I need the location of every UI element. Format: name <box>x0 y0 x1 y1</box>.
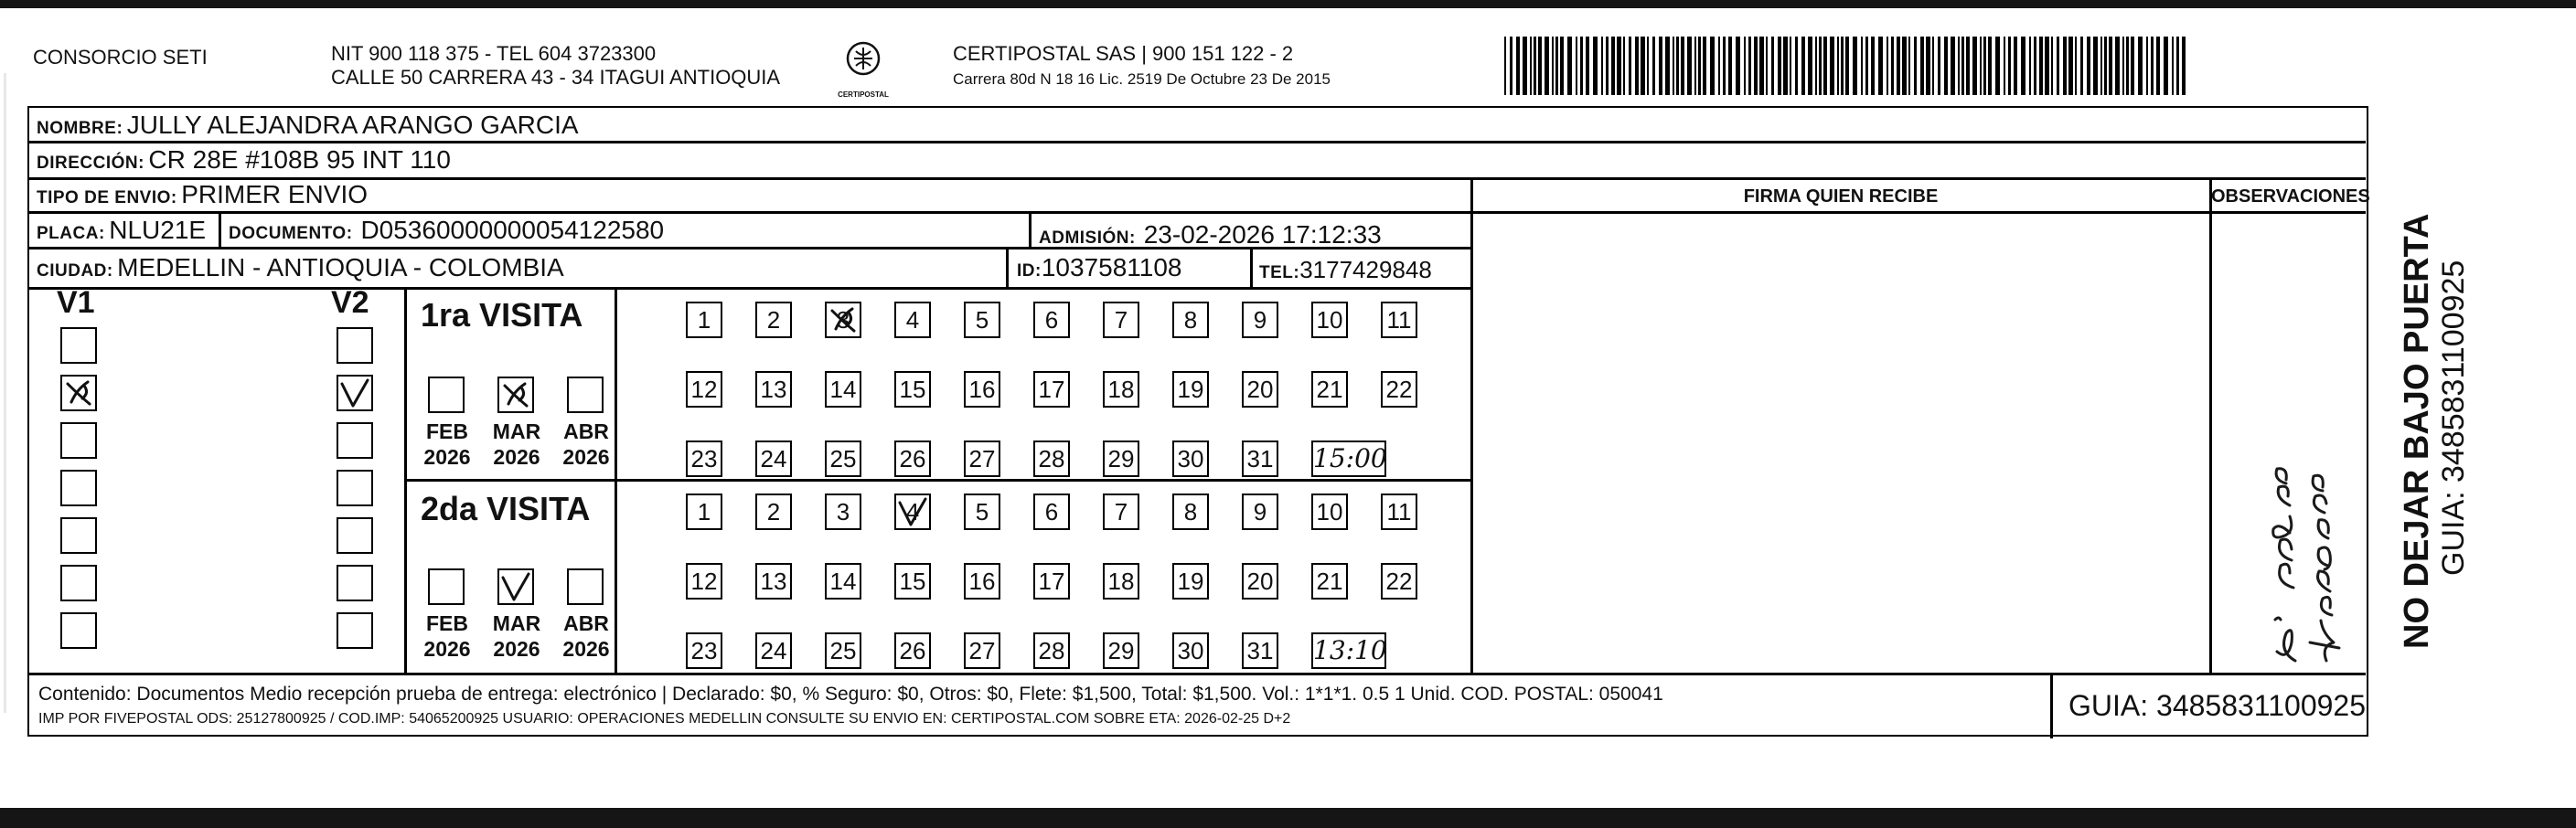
month-text: FEB <box>426 611 468 635</box>
scan-top-border <box>0 0 2576 8</box>
month-label <box>490 610 543 662</box>
day-box[interactable]: 6 <box>1033 302 1070 338</box>
month-checkbox[interactable] <box>428 377 465 413</box>
day-box[interactable]: 8 <box>1172 302 1209 338</box>
day-box[interactable]: 24 <box>755 632 792 669</box>
scan-bottom-border <box>0 808 2576 828</box>
day-box[interactable]: 31 <box>1242 441 1278 477</box>
day-box[interactable]: 12 <box>686 563 722 600</box>
month-text: FEB <box>426 419 468 443</box>
day-box[interactable]: 5 <box>964 302 1000 338</box>
day-box[interactable]: 15 <box>894 371 931 408</box>
day-box[interactable]: 13 <box>755 371 792 408</box>
month-label <box>421 419 474 470</box>
placa-value: NLU21E <box>109 216 207 244</box>
tipo-row <box>37 179 368 215</box>
v2-checkbox[interactable] <box>337 517 373 554</box>
first-visit-title: 1ra VISITA <box>421 296 583 334</box>
month-checkbox[interactable] <box>497 377 534 413</box>
day-box[interactable]: 24 <box>755 441 792 477</box>
day-box[interactable]: 23 <box>686 441 722 477</box>
month-text: 2026 <box>493 445 540 469</box>
footer-divider <box>29 673 2366 675</box>
v2-checkbox[interactable] <box>337 422 373 459</box>
ciudad-value: MEDELLIN - ANTIOQUIA - COLOMBIA <box>117 253 564 281</box>
day-box[interactable]: 30 <box>1172 632 1209 669</box>
day-box[interactable]: 26 <box>894 441 931 477</box>
v1-checkbox[interactable] <box>60 565 97 601</box>
signature-area[interactable] <box>1474 213 2207 672</box>
day-box[interactable]: 22 <box>1381 371 1417 408</box>
no-dejar-warning: NO DEJAR BAJO PUERTA <box>2398 213 2436 649</box>
month-text: ABR <box>563 419 609 443</box>
day-box[interactable]: 7 <box>1103 302 1139 338</box>
day-box[interactable]: 9 <box>1242 302 1278 338</box>
delivery-form <box>27 106 2368 737</box>
col-divider <box>404 287 407 674</box>
license-line: Carrera 80d N 18 16 Lic. 2519 De Octubre 23 De 2015 <box>953 70 1331 88</box>
day-box[interactable]: 2 <box>755 494 792 530</box>
month-text: 2026 <box>423 637 471 661</box>
tipo-label: TIPO DE ENVIO: <box>37 188 177 207</box>
day-box[interactable]: 1 <box>686 302 722 338</box>
v2-checkbox[interactable] <box>337 470 373 506</box>
certipostal-logo <box>838 38 889 99</box>
footer-guia: GUIA: 3485831100925 <box>2068 689 2366 722</box>
tel-value: 3177429848 <box>1299 256 1432 283</box>
observations-area[interactable] <box>2211 213 2365 672</box>
documento-value: D05360000000054122580 <box>360 216 665 244</box>
month-text: ABR <box>563 611 609 635</box>
day-box[interactable]: 11 <box>1381 302 1417 338</box>
day-box[interactable]: 21 <box>1311 563 1348 600</box>
visit-time[interactable]: 13:10 <box>1311 632 1386 669</box>
day-box[interactable]: 23 <box>686 632 722 669</box>
ciudad-label: CIUDAD: <box>37 261 113 281</box>
nombre-row <box>37 110 579 145</box>
day-box[interactable]: 18 <box>1103 563 1139 600</box>
ciudad-cell <box>37 252 564 288</box>
day-box[interactable]: 20 <box>1242 371 1278 408</box>
month-checkbox[interactable] <box>567 568 604 605</box>
day-box[interactable]: 29 <box>1103 441 1139 477</box>
footer-content-line: Contenido: Documentos Medio recepción prueba de entrega: electrónico | Declarado: $0, % Seguro: $0, Otros: $0, Flete: $1,500, Total: $1,500. Vol.: 1*1*1. 0.5 1 Unid. COD. POSTAL: 050041 <box>38 684 1663 705</box>
day-box[interactable]: 20 <box>1242 563 1278 600</box>
documento-label: DOCUMENTO: <box>229 224 353 243</box>
day-box[interactable]: 18 <box>1103 371 1139 408</box>
v2-checkbox[interactable] <box>337 565 373 601</box>
tel-cell <box>1259 254 1432 290</box>
direccion-label: DIRECCIÓN: <box>37 154 144 173</box>
col-divider <box>1006 247 1009 287</box>
v1-checkbox[interactable] <box>60 517 97 554</box>
day-box[interactable]: 13 <box>755 563 792 600</box>
month-text: 2026 <box>562 637 610 661</box>
month-label <box>560 419 613 470</box>
day-box[interactable]: 22 <box>1381 563 1417 600</box>
month-text: 2026 <box>493 637 540 661</box>
documento-cell <box>229 215 664 250</box>
col-divider <box>219 211 221 247</box>
v2-label: V2 <box>331 285 369 320</box>
v1-checkbox[interactable] <box>60 470 97 506</box>
day-box[interactable]: 17 <box>1033 371 1070 408</box>
day-box[interactable]: 11 <box>1381 494 1417 530</box>
v2-checkbox[interactable] <box>337 327 373 364</box>
id-value: 1037581108 <box>1041 253 1182 281</box>
day-box[interactable]: 3 <box>825 302 861 338</box>
day-box[interactable]: 19 <box>1172 563 1209 600</box>
v1-checkbox[interactable] <box>60 422 97 459</box>
day-box[interactable]: 5 <box>964 494 1000 530</box>
month-checkbox[interactable] <box>567 377 604 413</box>
day-box[interactable]: 28 <box>1033 632 1070 669</box>
col-divider <box>2050 673 2053 738</box>
firma-header: FIRMA QUIEN RECIBE <box>1743 186 1939 207</box>
month-checkbox[interactable] <box>497 568 534 605</box>
footer-print-line: IMP POR FIVEPOSTAL ODS: 25127800925 / COD.IMP: 54065200925 USUARIO: OPERACIONES MEDELLIN CONSULTE SU ENVIO EN: CERTIPOSTAL.COM SOBRE ETA: 2026-02-25 D+2 <box>38 711 1291 727</box>
day-box[interactable]: 7 <box>1103 494 1139 530</box>
day-box[interactable]: 1 <box>686 494 722 530</box>
admision-label: ADMISIÓN: <box>1039 228 1136 248</box>
v1-checkbox[interactable] <box>60 375 97 411</box>
visit-divider <box>404 479 1470 482</box>
tipo-value: PRIMER ENVIO <box>181 180 369 208</box>
admision-cell <box>1039 219 1382 255</box>
day-box[interactable]: 16 <box>964 371 1000 408</box>
admision-value: 23-02-2026 17:12:33 <box>1143 220 1382 249</box>
observaciones-header: OBSERVACIONES <box>2211 186 2370 207</box>
month-label <box>490 419 543 470</box>
v2-checkbox[interactable] <box>337 375 373 411</box>
nit-line: NIT 900 118 375 - TEL 604 3723300 <box>331 42 657 65</box>
day-box[interactable]: 9 <box>1242 494 1278 530</box>
month-text: MAR <box>492 419 541 443</box>
nombre-label: NOMBRE: <box>37 119 123 138</box>
certipostal-line: CERTIPOSTAL SAS | 900 151 122 - 2 <box>953 42 1294 65</box>
tel-label: TEL: <box>1259 263 1300 282</box>
address-line: CALLE 50 CARRERA 43 - 34 ITAGUI ANTIOQUIA <box>331 66 781 89</box>
day-box[interactable]: 10 <box>1311 302 1348 338</box>
day-box[interactable]: 15 <box>894 563 931 600</box>
day-box[interactable]: 28 <box>1033 441 1070 477</box>
v1-checkbox[interactable] <box>60 612 97 649</box>
month-label <box>421 610 474 662</box>
day-box[interactable]: 2 <box>755 302 792 338</box>
handwritten-observation <box>2211 213 2365 672</box>
month-text: 2026 <box>562 445 610 469</box>
barcode <box>1504 37 2190 95</box>
day-box[interactable]: 8 <box>1172 494 1209 530</box>
day-box[interactable]: 30 <box>1172 441 1209 477</box>
day-box[interactable]: 10 <box>1311 494 1348 530</box>
day-box[interactable]: 4 <box>894 494 931 530</box>
company-name: CONSORCIO SETI <box>33 46 208 69</box>
day-box[interactable]: 14 <box>825 563 861 600</box>
day-box[interactable]: 27 <box>964 632 1000 669</box>
month-checkbox[interactable] <box>428 568 465 605</box>
id-label: ID: <box>1017 261 1042 281</box>
day-box[interactable]: 19 <box>1172 371 1209 408</box>
col-divider <box>1470 177 1473 674</box>
day-box[interactable]: 26 <box>894 632 931 669</box>
visit-time[interactable]: 15:00 <box>1311 441 1386 477</box>
day-box[interactable]: 17 <box>1033 563 1070 600</box>
month-text: MAR <box>492 611 541 635</box>
logo-text: CERTIPOSTAL <box>838 90 889 99</box>
day-box[interactable]: 29 <box>1103 632 1139 669</box>
day-box[interactable]: 31 <box>1242 632 1278 669</box>
side-guia: GUIA: 3485831100925 <box>2436 260 2471 576</box>
month-text: 2026 <box>423 445 471 469</box>
direccion-row <box>37 144 451 180</box>
month-label <box>560 610 613 662</box>
day-box[interactable]: 16 <box>964 563 1000 600</box>
second-visit-title: 2da VISITA <box>421 490 591 527</box>
direccion-value: CR 28E #108B 95 INT 110 <box>148 145 451 174</box>
day-box[interactable]: 14 <box>825 371 861 408</box>
placa-label: PLACA: <box>37 224 105 243</box>
day-box[interactable]: 27 <box>964 441 1000 477</box>
v1-checkbox[interactable] <box>60 327 97 364</box>
col-divider <box>1029 211 1031 247</box>
day-box[interactable]: 25 <box>825 441 861 477</box>
scan-left-edge <box>4 73 6 713</box>
nombre-value: JULLY ALEJANDRA ARANGO GARCIA <box>126 111 579 139</box>
day-box[interactable]: 12 <box>686 371 722 408</box>
day-box[interactable]: 25 <box>825 632 861 669</box>
id-cell <box>1017 252 1181 288</box>
placa-cell <box>37 215 206 250</box>
v1-label: V1 <box>57 285 95 320</box>
day-box[interactable]: 21 <box>1311 371 1348 408</box>
day-box[interactable]: 6 <box>1033 494 1070 530</box>
day-box[interactable]: 4 <box>894 302 931 338</box>
v2-checkbox[interactable] <box>337 612 373 649</box>
col-divider <box>615 287 617 674</box>
day-box[interactable]: 3 <box>825 494 861 530</box>
